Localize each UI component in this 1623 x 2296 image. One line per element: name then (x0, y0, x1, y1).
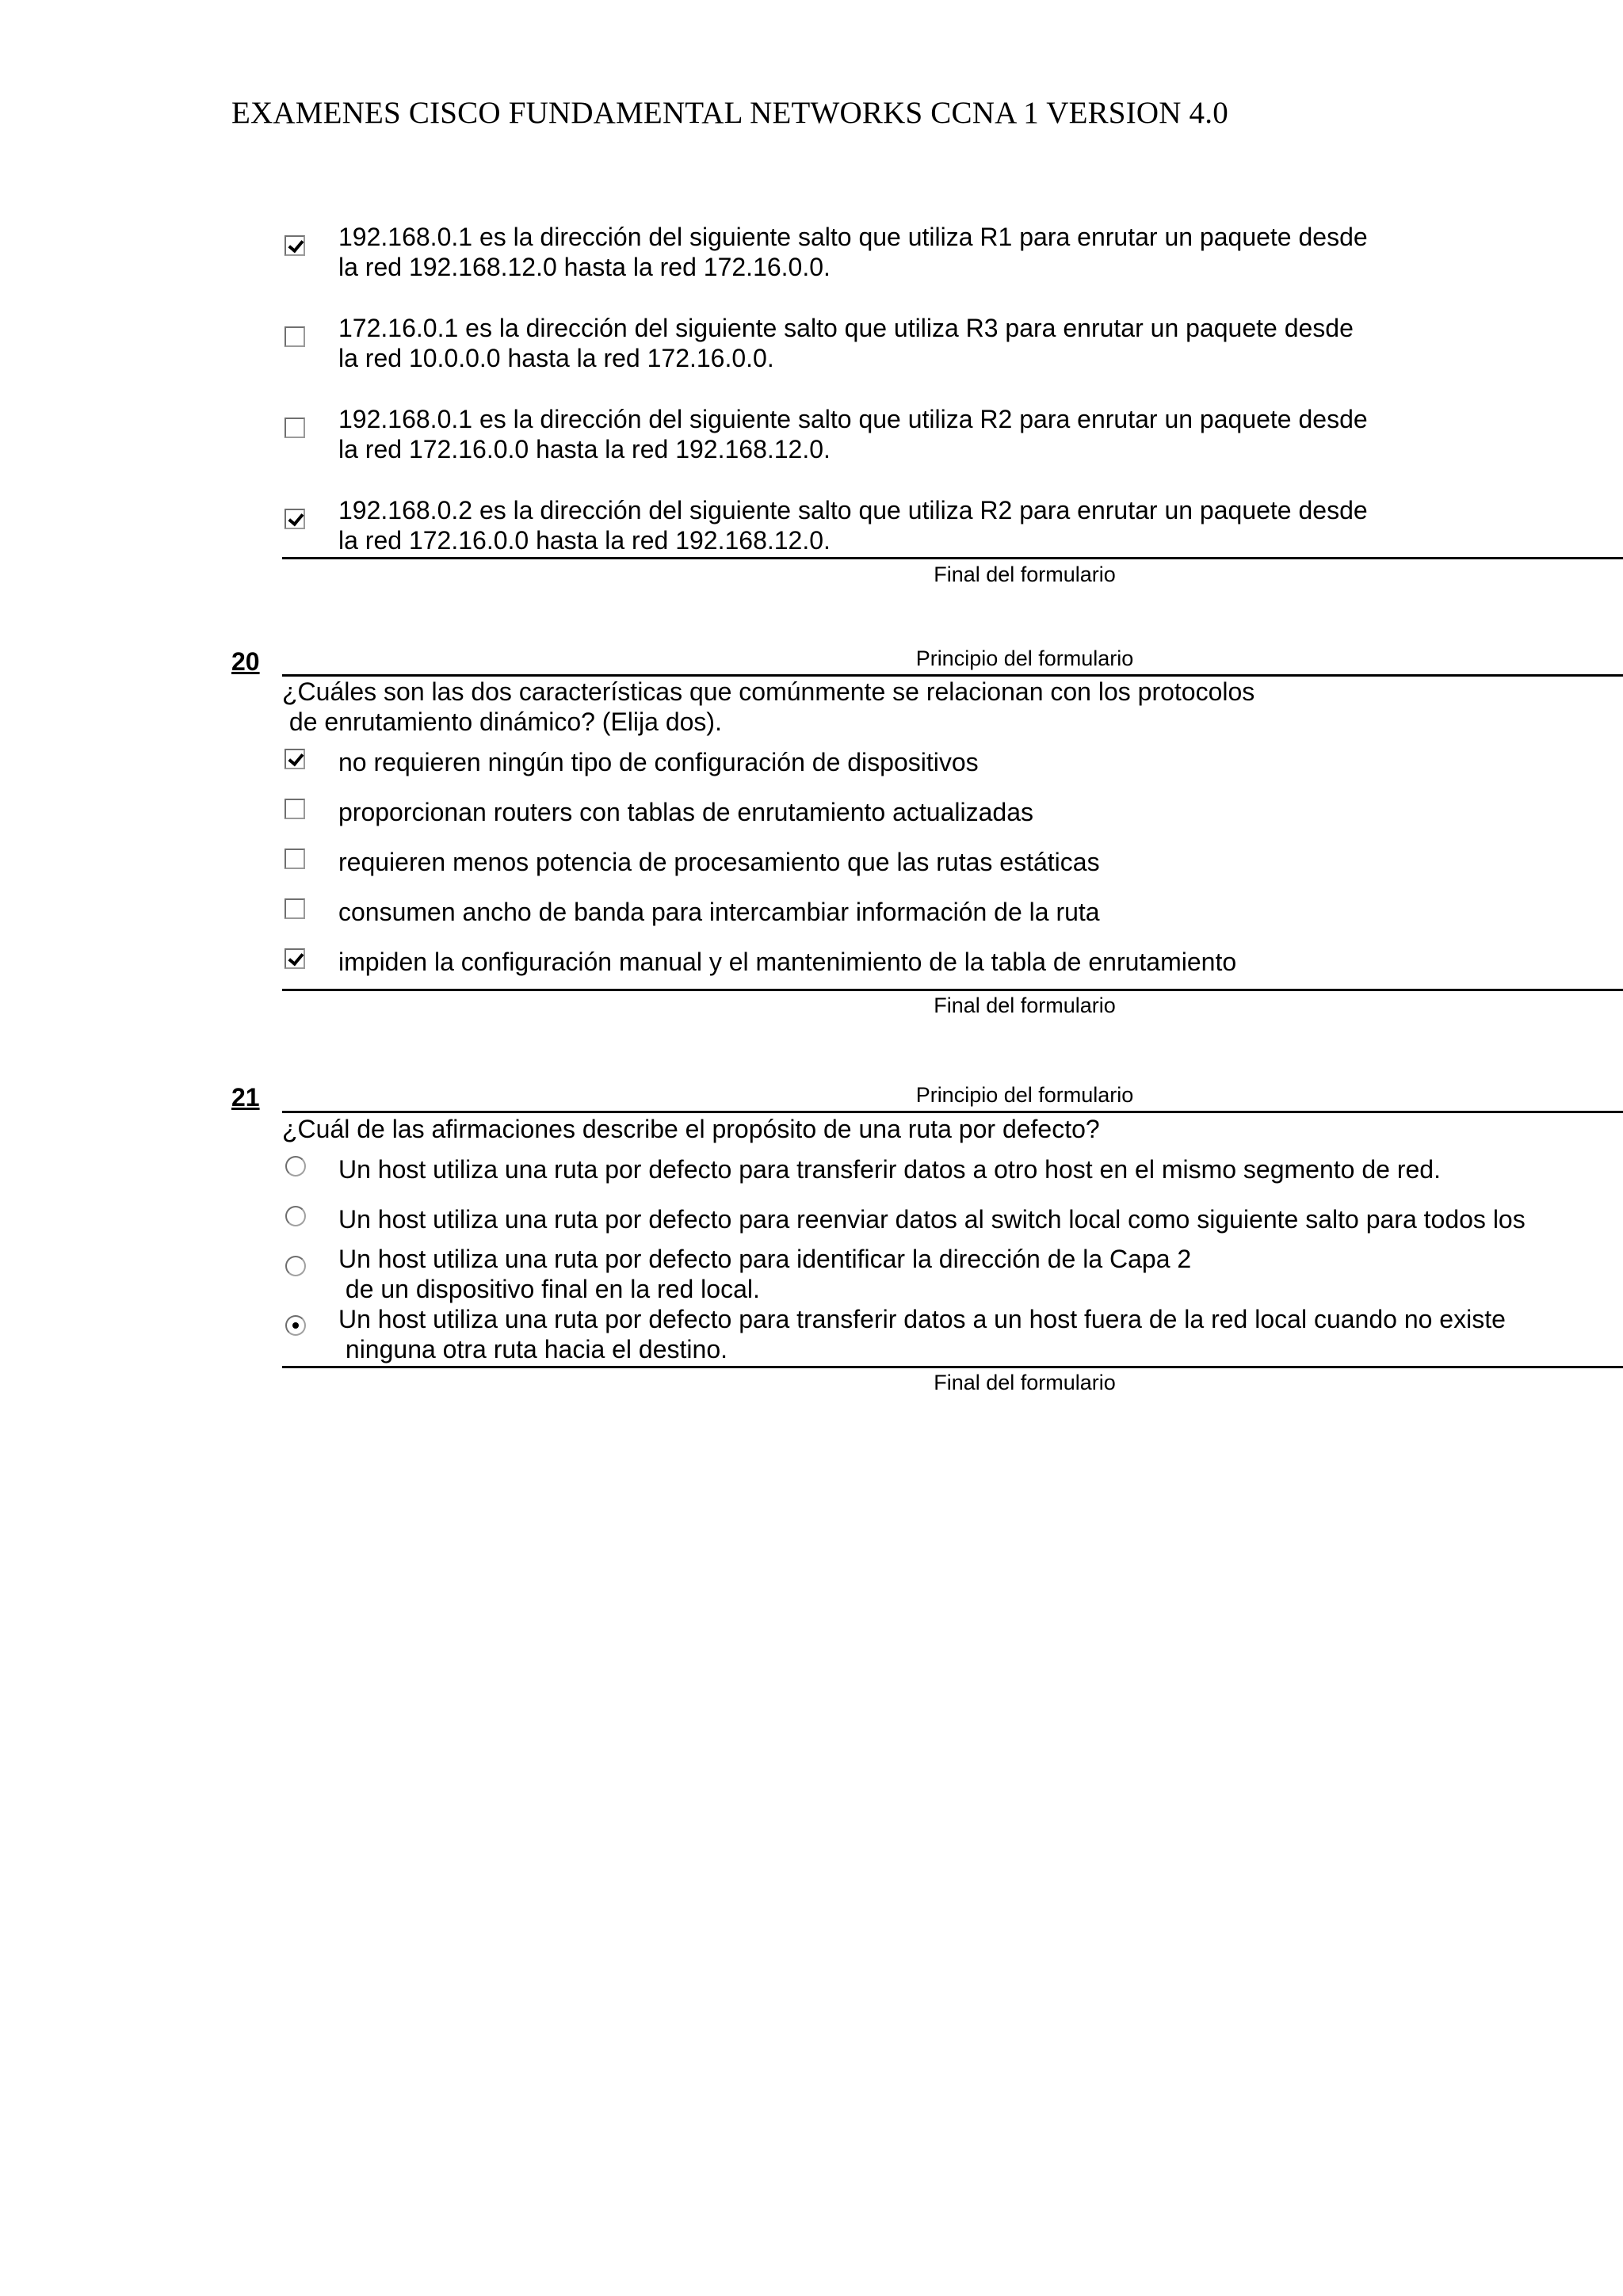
q19-option-2 (338, 313, 1354, 373)
q19-option-3-checkbox[interactable] (285, 418, 305, 438)
q21-form-start-rule (282, 1111, 1623, 1113)
q21-form-end-rule (282, 1366, 1623, 1368)
q20-option-4-checkbox[interactable] (285, 898, 305, 919)
q21-form-start-label: Principio del formulario (915, 1083, 1134, 1107)
page-header-title: EXAMENES CISCO FUNDAMENTAL NETWORKS CCNA 1 VERSION 4.0 (231, 96, 1228, 130)
q19-option-2-line1: 172.16.0.1 es la dirección del siguiente salto que utiliza R3 para enrutar un paquete desde (338, 314, 1354, 342)
q20-question-line1: ¿Cuáles son las dos características que comúnmente se relacionan con los protocolos (282, 677, 1255, 706)
q19-option-4-line2: la red 172.16.0.0 hasta la red 192.168.12.0. (338, 526, 831, 555)
q20-form-end-rule (282, 989, 1623, 991)
q19-option-1-checkbox[interactable] (285, 235, 305, 256)
q21-option-4-line1: Un host utiliza una ruta por defecto para transferir datos a un host fuera de la red local cuando no existe (338, 1305, 1506, 1333)
q20-option-4: consumen ancho de banda para intercambiar información de la ruta (338, 898, 1100, 926)
q19-option-3-line2: la red 172.16.0.0 hasta la red 192.168.12.0. (338, 435, 831, 463)
q21-option-3 (338, 1244, 1191, 1304)
q20-option-5-checkbox[interactable] (285, 948, 305, 969)
q21-option-2-radio[interactable] (285, 1206, 306, 1226)
q21-option-2: Un host utiliza una ruta por defecto para reenviar datos al switch local como siguiente salto para todos los (338, 1205, 1526, 1234)
q20-option-3: requieren menos potencia de procesamiento que las rutas estáticas (338, 848, 1100, 876)
q21-form-end-label: Final del formulario (934, 1371, 1116, 1394)
q19-option-2-checkbox[interactable] (285, 326, 305, 347)
q21-option-3-line1: Un host utiliza una ruta por defecto para identificar la dirección de la Capa 2 (338, 1245, 1192, 1273)
q20-option-3-checkbox[interactable] (285, 849, 305, 869)
q19-option-1-line1: 192.168.0.1 es la dirección del siguiente salto que utiliza R1 para enrutar un paquete desde (338, 223, 1368, 251)
q20-question-line2: de enrutamiento dinámico? (Elija dos). (282, 707, 722, 736)
q19-form-end-label: Final del formulario (934, 563, 1116, 586)
q21-option-4 (338, 1304, 1506, 1364)
q20-number: 20 (231, 647, 260, 676)
q19-form-end-rule (282, 557, 1623, 559)
q21-number: 21 (231, 1083, 260, 1112)
q21-option-4-line2: ninguna otra ruta hacia el destino. (338, 1335, 727, 1363)
q19-option-4 (338, 495, 1368, 555)
q19-option-3-line1: 192.168.0.1 es la dirección del siguiente salto que utiliza R2 para enrutar un paquete desde (338, 405, 1368, 433)
q21-option-3-radio[interactable] (285, 1256, 306, 1276)
q20-question (282, 677, 1254, 737)
q20-form-start-label: Principio del formulario (915, 646, 1134, 670)
q20-option-5: impiden la configuración manual y el mantenimiento de la tabla de enrutamiento (338, 948, 1237, 976)
q21-option-3-line2: de un dispositivo final en la red local. (338, 1275, 760, 1303)
q19-option-2-line2: la red 10.0.0.0 hasta la red 172.16.0.0. (338, 344, 774, 372)
q21-option-1: Un host utiliza una ruta por defecto para transferir datos a otro host en el mismo segmento de red. (338, 1155, 1441, 1184)
q21-option-1-radio[interactable] (285, 1156, 306, 1177)
q20-option-2-checkbox[interactable] (285, 799, 305, 819)
q19-option-4-checkbox[interactable] (285, 509, 305, 529)
q19-option-4-line1: 192.168.0.2 es la dirección del siguiente salto que utiliza R2 para enrutar un paquete desde (338, 496, 1368, 524)
q20-option-1-checkbox[interactable] (285, 749, 305, 769)
q19-option-1-line2: la red 192.168.12.0 hasta la red 172.16.0.0. (338, 253, 831, 281)
q20-option-1: no requieren ningún tipo de configuración de dispositivos (338, 748, 979, 776)
q20-option-2: proporcionan routers con tablas de enrutamiento actualizadas (338, 798, 1033, 826)
q19-option-1 (338, 222, 1368, 282)
q21-question: ¿Cuál de las afirmaciones describe el propósito de una ruta por defecto? (282, 1115, 1100, 1143)
q20-form-end-label: Final del formulario (934, 994, 1116, 1017)
q19-option-3 (338, 404, 1368, 464)
q21-option-4-radio[interactable] (285, 1315, 306, 1336)
